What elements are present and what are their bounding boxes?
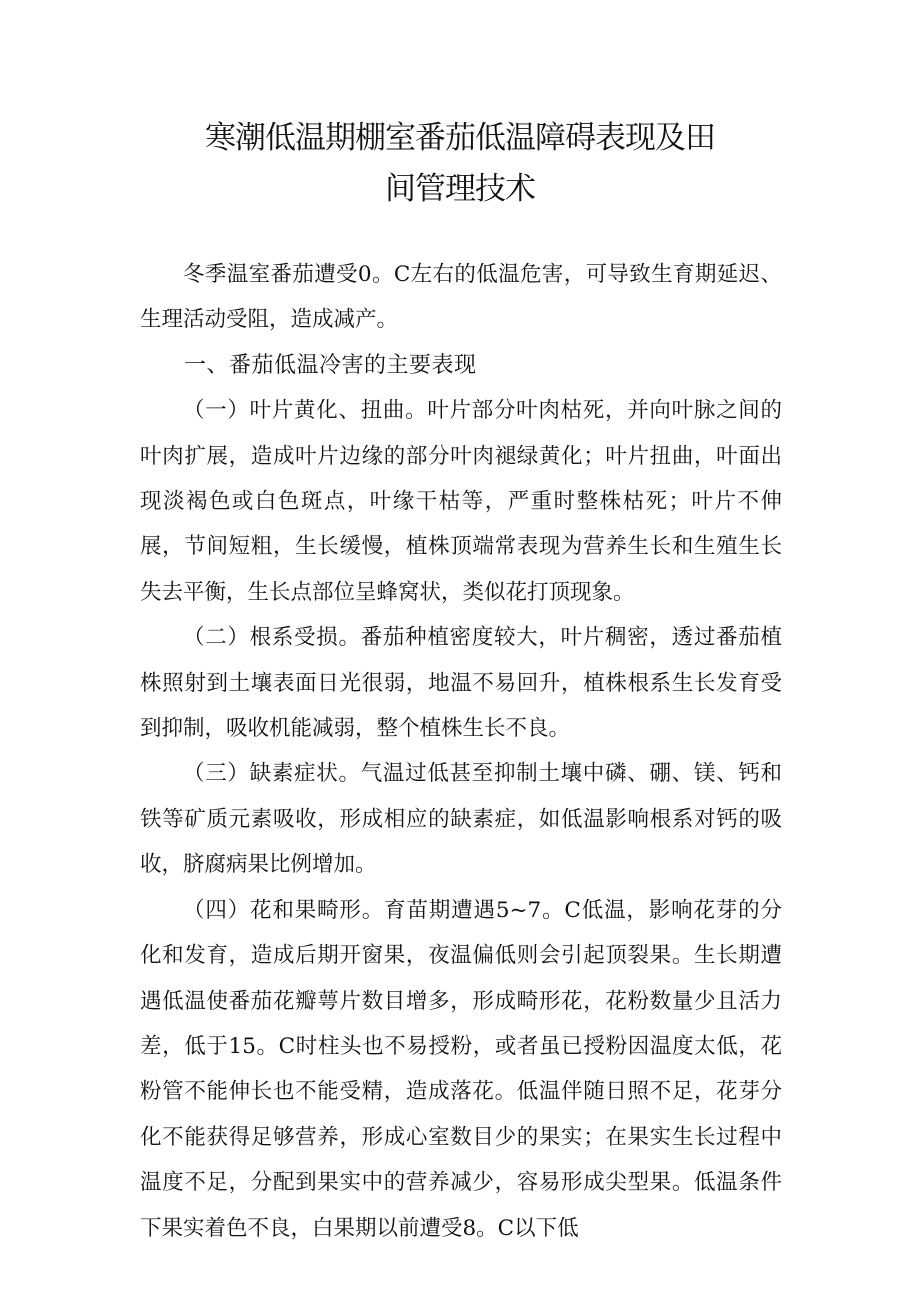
paragraph-nutrient-deficiency: （三）缺素症状。气温过低甚至抑制土壤中磷、硼、镁、钙和铁等矿质元素吸收，形成相应的缺素症，如低温影响根系对钙的吸收，脐腐病果比例增加。	[140, 761, 782, 878]
paragraph-root-damage: （二）根系受损。番茄种植密度较大，叶片稠密，透过番茄植株照射到土壤表面日光很弱，地温不易回升，植株根系生长发育受到抑制，吸收机能减弱，整个植株生长不良。	[140, 625, 782, 742]
section-heading: 一、番茄低温冷害的主要表现	[184, 352, 477, 378]
document-title-line-1: 寒潮低温期棚室番茄低温障碍表现及田	[205, 120, 715, 156]
paragraph-leaf-symptoms: （一）叶片黄化、扭曲。叶片部分叶肉枯死，并向叶脉之间的叶肉扩展，造成叶片边缘的部分叶肉褪绿黄化；叶片扭曲，叶面出现淡褐色或白色斑点，叶缘干枯等，严重时整株枯死；叶片不伸展，节间短粗，生长缓慢，植株顶端常表现为营养生长和生殖生长失去平衡，生长点部位呈蜂窝状，类似花打顶现象。	[140, 398, 782, 605]
intro-paragraph: 冬季温室番茄遭受0。C左右的低温危害，可导致生育期延迟、生理活动受阻，造成减产。	[140, 262, 782, 333]
document-body	[140, 252, 782, 1251]
document-title-line-2: 间管理技术	[385, 171, 535, 207]
paragraph-flower-fruit-deformity: （四）花和果畸形。育苗期遭遇5~7。C低温，影响花芽的分化和发育，造成后期开窗果，夜温偏低则会引起顶裂果。生长期遭遇低温使番茄花瓣萼片数目增多，形成畸形花，花粉数量少且活力差，低于15。C时柱头也不易授粉，或者虽已授粉因温度太低，花粉管不能伸长也不能受精，造成落花。低温伴随日照不足，花芽分化不能获得足够营养，形成心室数目少的果实；在果实生长过程中温度不足，分配到果实中的营养减少，容易形成尖型果。低温条件下果实着色不良，白果期以前遭受8。C以下低	[140, 897, 782, 1241]
